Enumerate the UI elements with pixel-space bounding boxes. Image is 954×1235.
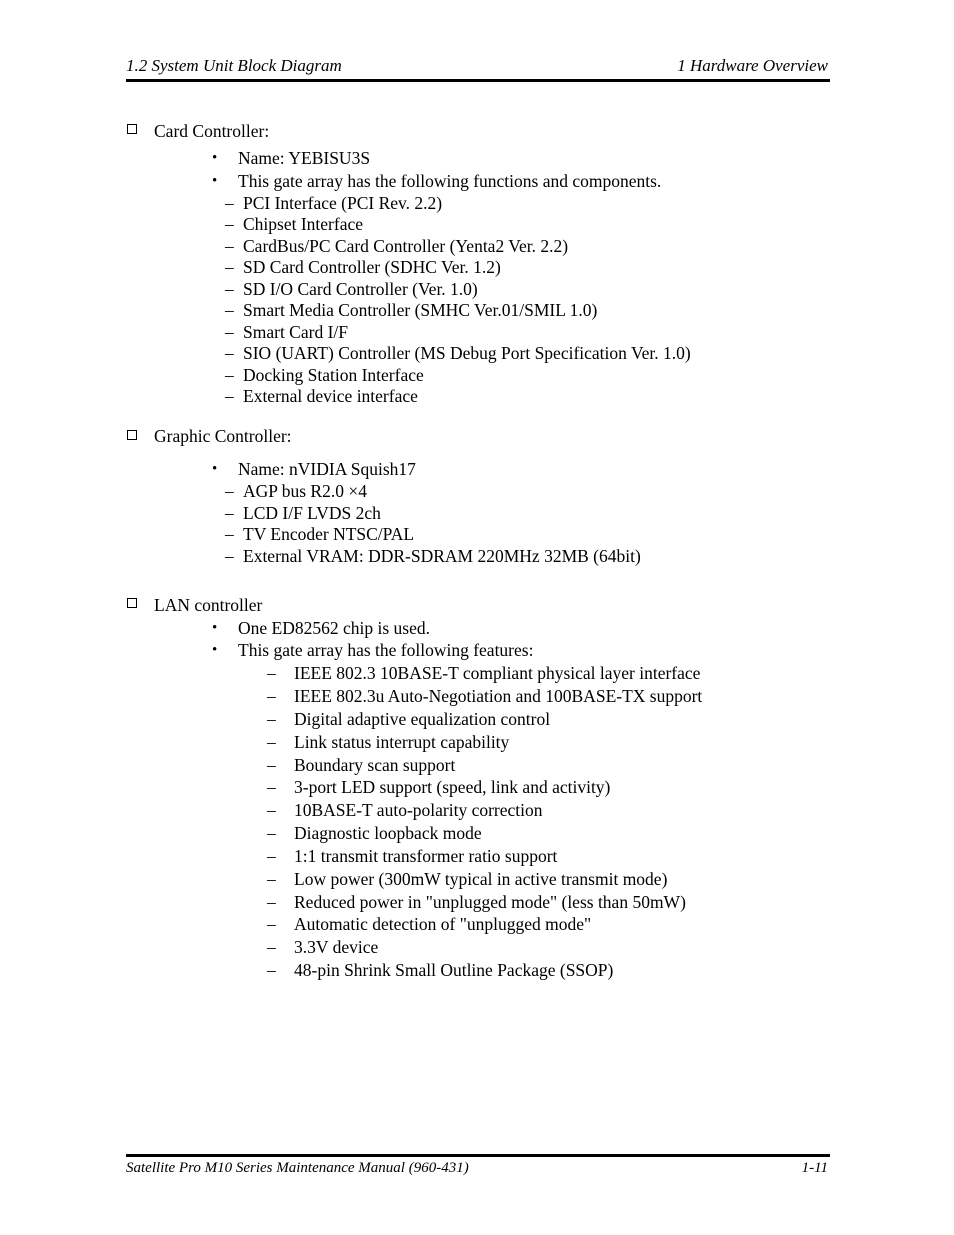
- page-footer: [126, 1160, 830, 1180]
- bullet-icon: •: [212, 173, 218, 189]
- bullet-icon: •: [212, 461, 218, 477]
- dash-icon: –: [267, 869, 276, 889]
- bullet-icon: •: [212, 150, 218, 166]
- lan-controller-item: Automatic detection of "unplugged mode": [294, 914, 592, 934]
- lan-controller-item: Reduced power in "unplugged mode" (less than 50mW): [294, 892, 686, 912]
- card-controller-item: CardBus/PC Card Controller (Yenta2 Ver. 2.2): [243, 236, 569, 256]
- dash-icon: –: [267, 755, 276, 775]
- graphic-controller-item: LCD I/F LVDS 2ch: [243, 503, 381, 523]
- bullet-icon: •: [212, 642, 218, 658]
- dash-icon: –: [225, 193, 234, 213]
- dash-icon: –: [267, 686, 276, 706]
- dash-icon: –: [267, 777, 276, 797]
- dash-icon: –: [267, 732, 276, 752]
- lan-controller-item: IEEE 802.3 10BASE-T compliant physical layer interface: [294, 663, 701, 683]
- lan-controller-item: Digital adaptive equalization control: [294, 709, 551, 729]
- card-controller-item: Smart Media Controller (SMHC Ver.01/SMIL 1.0): [243, 300, 598, 320]
- lan-controller-item: Boundary scan support: [294, 755, 456, 775]
- dash-icon: –: [225, 214, 234, 234]
- lan-controller-item: 1:1 transmit transformer ratio support: [294, 846, 558, 866]
- lan-controller-bullet: One ED82562 chip is used.: [238, 618, 430, 638]
- dash-icon: –: [225, 386, 234, 406]
- footer-manual-title: Satellite Pro M10 Series Maintenance Manual (960-431): [126, 1160, 469, 1176]
- dash-icon: –: [225, 365, 234, 385]
- checkbox-icon: [127, 124, 137, 134]
- card-controller-item: Docking Station Interface: [243, 365, 424, 385]
- lan-controller-item: 3-port LED support (speed, link and activity): [294, 777, 611, 797]
- dash-icon: –: [225, 503, 234, 523]
- graphic-controller-bullet: Name: nVIDIA Squish17: [238, 459, 416, 479]
- dash-icon: –: [267, 709, 276, 729]
- lan-controller-item: Link status interrupt capability: [294, 732, 510, 752]
- card-controller-bullet: Name: YEBISU3S: [238, 148, 371, 168]
- dash-icon: –: [225, 257, 234, 277]
- dash-icon: –: [267, 846, 276, 866]
- lan-controller-bullet: This gate array has the following features:: [238, 640, 534, 660]
- card-controller-item: SD I/O Card Controller (Ver. 1.0): [243, 279, 478, 299]
- dash-icon: –: [225, 300, 234, 320]
- card-controller-item: PCI Interface (PCI Rev. 2.2): [243, 193, 443, 213]
- dash-icon: –: [267, 823, 276, 843]
- dash-icon: –: [225, 322, 234, 342]
- graphic-controller-heading: Graphic Controller:: [154, 426, 292, 446]
- footer-rule: [126, 1154, 830, 1157]
- dash-icon: –: [225, 236, 234, 256]
- lan-controller-item: IEEE 802.3u Auto-Negotiation and 100BASE-TX support: [294, 686, 703, 706]
- graphic-controller-item: External VRAM: DDR-SDRAM 220MHz 32MB (64bit): [243, 546, 641, 566]
- dash-icon: –: [267, 937, 276, 957]
- dash-icon: –: [225, 524, 234, 544]
- checkbox-icon: [127, 598, 137, 608]
- header-chapter-title: 1 Hardware Overview: [677, 56, 828, 75]
- lan-controller-item: 10BASE-T auto-polarity correction: [294, 800, 543, 820]
- card-controller-item: Chipset Interface: [243, 214, 364, 234]
- page-header: [126, 56, 830, 78]
- lan-controller-item: 48-pin Shrink Small Outline Package (SSOP): [294, 960, 614, 980]
- graphic-controller-item: TV Encoder NTSC/PAL: [243, 524, 415, 544]
- card-controller-heading: Card Controller:: [154, 121, 270, 141]
- card-controller-item: SIO (UART) Controller (MS Debug Port Specification Ver. 1.0): [243, 343, 691, 363]
- dash-icon: –: [225, 279, 234, 299]
- lan-controller-item: Diagnostic loopback mode: [294, 823, 482, 843]
- page-number: 1-11: [801, 1160, 828, 1176]
- dash-icon: –: [267, 960, 276, 980]
- dash-icon: –: [267, 914, 276, 934]
- header-rule: [126, 79, 830, 82]
- lan-controller-heading: LAN controller: [154, 595, 263, 615]
- dash-icon: –: [267, 892, 276, 912]
- dash-icon: –: [267, 800, 276, 820]
- dash-icon: –: [225, 481, 234, 501]
- dash-icon: –: [267, 663, 276, 683]
- card-controller-item: Smart Card I/F: [243, 322, 348, 342]
- lan-controller-item: Low power (300mW typical in active transmit mode): [294, 869, 668, 889]
- card-controller-bullet: This gate array has the following functions and components.: [238, 171, 662, 191]
- lan-controller-item: 3.3V device: [294, 937, 379, 957]
- graphic-controller-item: AGP bus R2.0 ×4: [243, 481, 367, 501]
- dash-icon: –: [225, 546, 234, 566]
- bullet-icon: •: [212, 620, 218, 636]
- card-controller-item: SD Card Controller (SDHC Ver. 1.2): [243, 257, 501, 277]
- header-section-title: 1.2 System Unit Block Diagram: [126, 56, 342, 75]
- card-controller-item: External device interface: [243, 386, 418, 406]
- dash-icon: –: [225, 343, 234, 363]
- checkbox-icon: [127, 430, 137, 440]
